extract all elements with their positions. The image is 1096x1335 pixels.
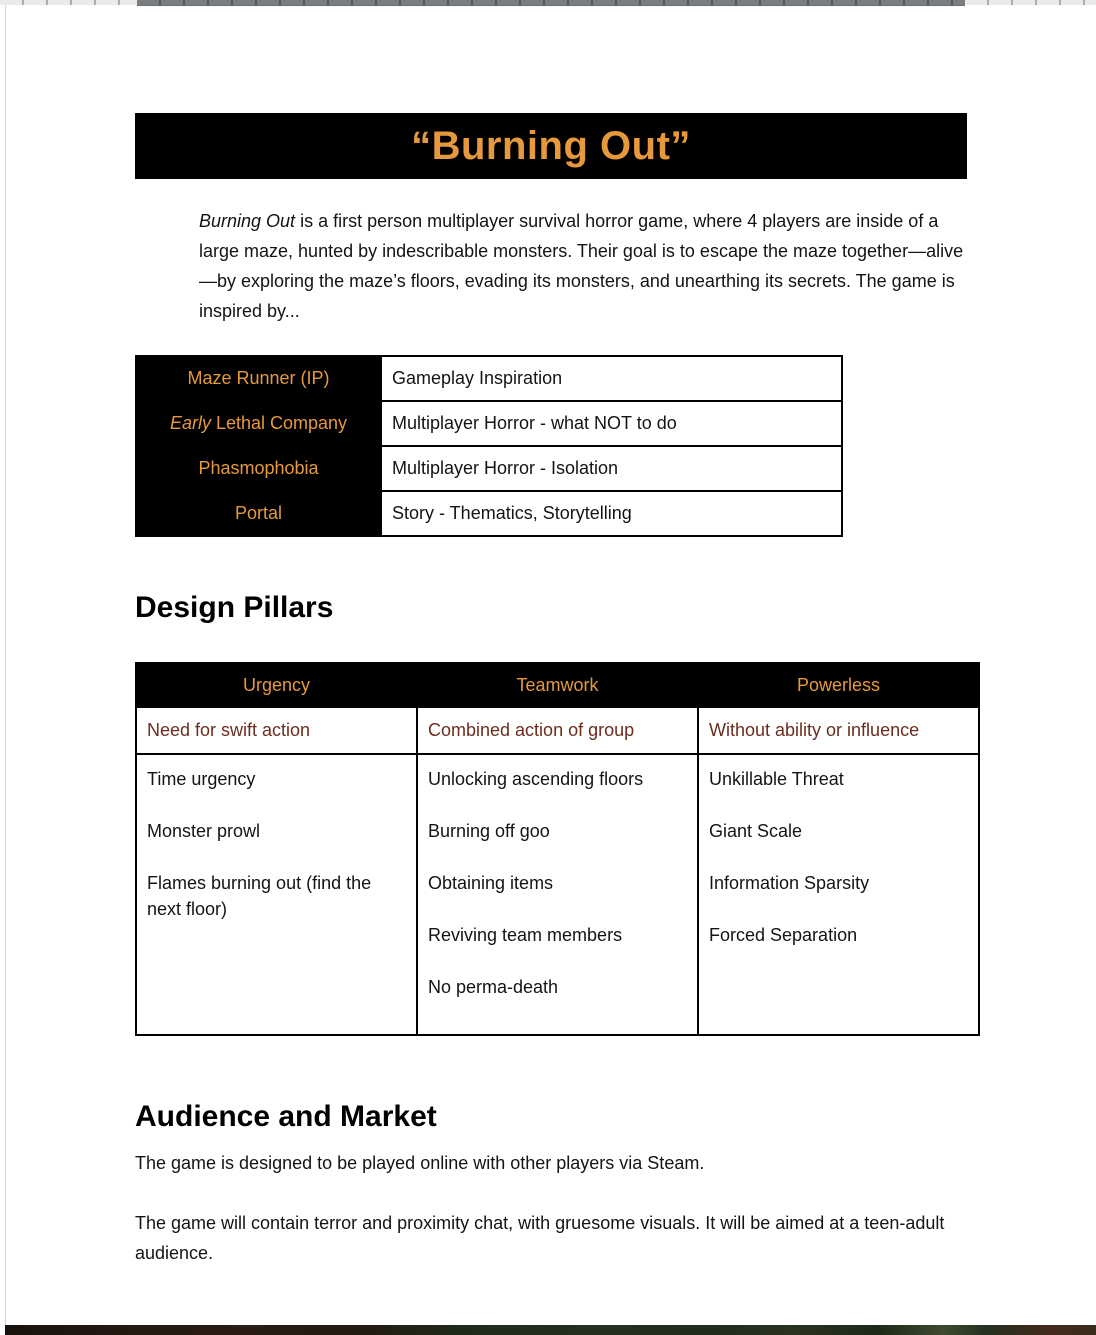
inspiration-source-cell	[136, 491, 381, 536]
ruler-right-margin[interactable]	[965, 0, 1096, 5]
pillar-items-cell	[136, 754, 417, 1035]
table-row	[136, 401, 842, 446]
inspiration-note-cell: Story - Thematics, Storytelling	[381, 491, 842, 536]
pillar-item: Time urgency	[147, 769, 256, 789]
inspiration-note-cell: Multiplayer Horror - what NOT to do	[381, 401, 842, 446]
pillar-item: Obtaining items	[428, 873, 554, 893]
pillars-header-row	[136, 663, 979, 707]
source-label: Portal	[234, 503, 283, 523]
pillar-item: No perma-death	[428, 977, 559, 997]
pillars-body-row	[136, 754, 979, 1035]
inspiration-source-cell	[136, 356, 381, 401]
pillar-item: Monster prowl	[147, 821, 261, 841]
pillar-items-cell	[698, 754, 979, 1035]
pillar-item: Flames burning out (find the next floor)	[147, 873, 372, 919]
pillar-header-cell: Urgency	[136, 663, 417, 707]
audience-heading: Audience and Market	[135, 1100, 437, 1133]
pillar-item: Unlocking ascending floors	[428, 769, 644, 789]
pillar-definition-cell: Combined action of group	[417, 707, 698, 754]
inspiration-table	[135, 355, 843, 537]
pillar-item: Unkillable Threat	[709, 769, 844, 789]
inspiration-source-cell	[136, 401, 381, 446]
source-label: Phasmophobia	[198, 458, 319, 478]
pillar-items-cell	[417, 754, 698, 1035]
document-page[interactable]	[135, 0, 967, 1268]
page-edge-line	[5, 5, 6, 1325]
pillar-item: Reviving team members	[428, 925, 623, 945]
audience-paragraph-1: The game is designed to be played online with other players via Steam.	[135, 1153, 705, 1173]
inspiration-note-cell: Multiplayer Horror - Isolation	[381, 446, 842, 491]
pillar-header-cell: Teamwork	[417, 663, 698, 707]
intro-game-name: Burning Out	[199, 211, 296, 231]
audience-paragraph-2: The game will contain terror and proximity chat, with gruesome visuals. It will be aimed at a teen-adult audience.	[135, 1213, 945, 1263]
source-label: Lethal Company	[210, 413, 348, 433]
inspiration-note-cell: Gameplay Inspiration	[381, 356, 842, 401]
pillar-item: Information Sparsity	[709, 873, 870, 893]
ruler-left-margin[interactable]	[0, 0, 137, 5]
pillar-item: Forced Separation	[709, 925, 858, 945]
design-pillars-table	[135, 662, 980, 1036]
pillar-item: Giant Scale	[709, 821, 803, 841]
document-title: “Burning Out”	[411, 124, 691, 168]
table-row	[136, 491, 842, 536]
source-italic-part: Early	[169, 413, 211, 433]
pillars-definition-row	[136, 707, 979, 754]
design-pillars-heading: Design Pillars	[135, 591, 334, 624]
table-row	[136, 356, 842, 401]
document-title-banner	[135, 113, 967, 179]
pillar-definition-cell: Without ability or influence	[698, 707, 979, 754]
inspiration-source-cell	[136, 446, 381, 491]
pillar-header-cell: Powerless	[698, 663, 979, 707]
source-label: Maze Runner (IP)	[187, 368, 330, 388]
pillar-definition-cell: Need for swift action	[136, 707, 417, 754]
intro-paragraph	[199, 206, 965, 326]
table-row	[136, 446, 842, 491]
embedded-dark-image-top-edge[interactable]	[5, 1325, 1096, 1335]
intro-text: is a first person multiplayer survival horror game, where 4 players are inside of a large maze, hunted by indescribable monsters. Their goal is to escape the maze together—alive—by exploring the maze’s floors, evading its monsters, and unearthing its secrets. The game is inspired by...	[199, 211, 964, 321]
pillar-item: Burning off goo	[428, 821, 550, 841]
